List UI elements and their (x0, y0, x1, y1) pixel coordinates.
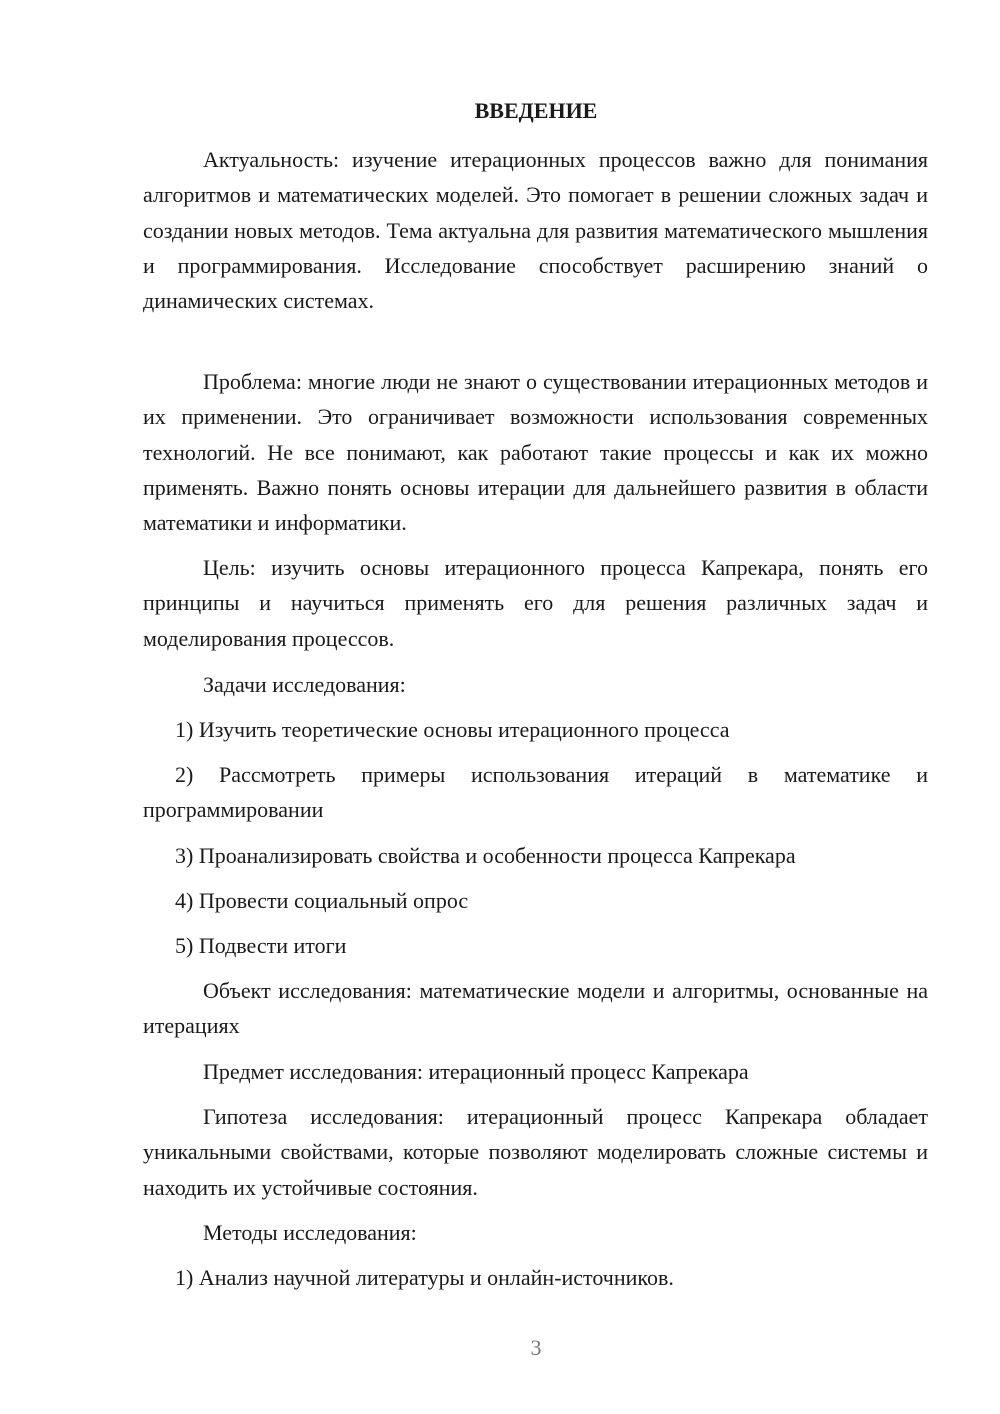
page-number: 3 (530, 1335, 542, 1360)
task-item-4: 4) Провести социальный опрос (175, 888, 469, 913)
tasks-title: Задачи исследования: (203, 672, 406, 697)
goal-paragraph: Цель: изучить основы итерационного процесса Капрекара, понять его принципы и научиться применять его для решения различных задач и моделирования процессов. (143, 555, 928, 651)
task-item-1: 1) Изучить теоретические основы итерационного процесса (175, 717, 730, 742)
task-item-5: 5) Подвести итоги (175, 933, 347, 958)
section-heading: ВВЕДЕНИЕ (474, 98, 598, 123)
hypothesis-paragraph: Гипотеза исследования: итерационный процесс Капрекара обладает уникальными свойствами, которые позволяют моделировать сложные системы и находить их устойчивые состояния. (143, 1104, 928, 1200)
methods-title: Методы исследования: (203, 1220, 417, 1245)
task-item-3: 3) Проанализировать свойства и особенности процесса Капрекара (175, 843, 796, 868)
object-paragraph: Объект исследования: математические модели и алгоритмы, основанные на итерациях (143, 978, 928, 1039)
task-item-2: 2) Рассмотреть примеры использования итераций в математике и программировании (143, 762, 928, 823)
problem-paragraph: Проблема: многие люди не знают о существовании итерационных методов и их применении. Это ограничивает возможности использования современных технологий. Не все понимают, как работают такие процессы и как их можно применять. Важно понять основы итерации для дальнейшего развития в области математики и информатики. (143, 369, 928, 536)
subject-paragraph: Предмет исследования: итерационный процесс Капрекара (203, 1059, 749, 1084)
method-item-1: 1) Анализ научной литературы и онлайн-источников. (175, 1265, 674, 1290)
relevance-paragraph: Актуальность: изучение итерационных процессов важно для понимания алгоритмов и математических моделей. Это помогает в решении сложных задач и создании новых методов. Тема актуальна для развития математического мышления и программирования. Исследование способствует расширению знаний о динамических системах. (143, 147, 928, 314)
